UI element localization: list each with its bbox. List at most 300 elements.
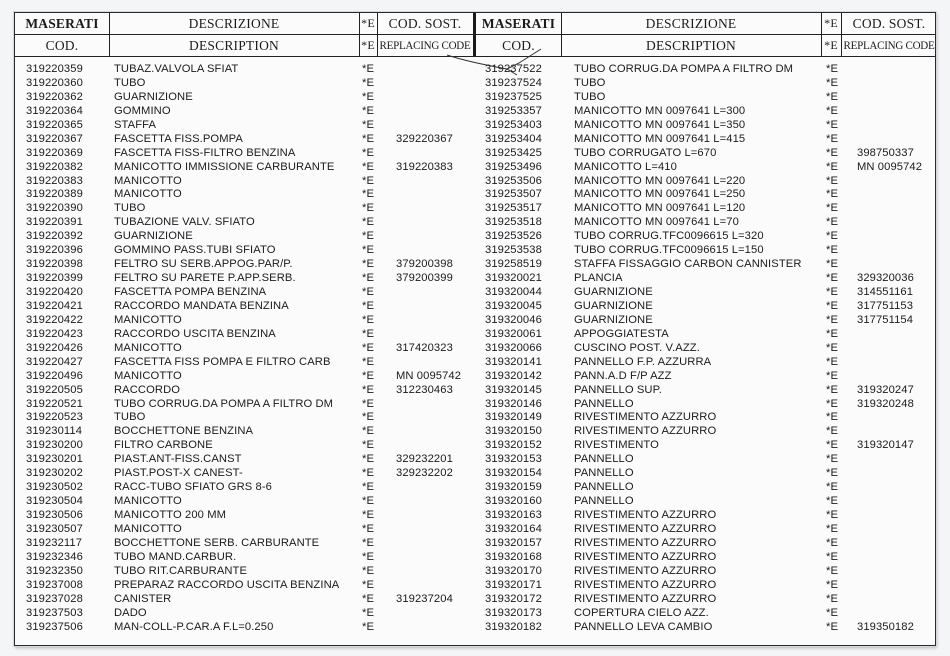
e-flag-cell: *E: [362, 606, 375, 619]
part-code-cell: 319320066: [485, 341, 542, 354]
header-description-left: DESCRIPTION: [189, 37, 279, 53]
part-description-cell: MANICOTTO: [114, 369, 182, 382]
part-description-cell: PANNELLO: [574, 397, 634, 410]
right-description-column: [574, 63, 820, 634]
part-code-cell: 319320171: [485, 578, 542, 591]
replacing-code-cell: [857, 91, 935, 105]
part-description-cell: GUARNIZIONE: [114, 230, 193, 243]
part-description-cell: COPERTURA CIELO AZZ.: [574, 606, 709, 619]
replacing-code-cell: [857, 565, 935, 579]
e-flag-cell: *E: [362, 244, 375, 257]
part-description-cell: GUARNIZIONE: [574, 313, 653, 326]
part-description-cell: BOCCHETTONE SERB. CARBURANTE: [114, 536, 320, 549]
part-description-cell: PANNELLO SUP.: [574, 383, 662, 396]
replacing-code-cell: 314551161: [857, 286, 914, 298]
part-description-cell: FASCETTA FISS.POMPA: [114, 132, 243, 145]
part-code-cell: 319237008: [26, 578, 83, 591]
part-description-cell: PANN.A.D F/P AZZ: [574, 369, 672, 382]
replacing-code-cell: [857, 188, 935, 202]
part-description-cell: TUBO: [114, 202, 146, 215]
part-description-cell: PANNELLO: [574, 453, 634, 466]
part-code-cell: 319220369: [26, 146, 83, 159]
part-code-cell: 319220383: [26, 174, 83, 187]
part-description-cell: MANICOTTO: [114, 174, 182, 187]
e-flag-cell: *E: [826, 146, 839, 159]
part-code-cell: 319230506: [26, 509, 83, 521]
part-code-cell: 319320061: [485, 327, 542, 340]
header-cod-sost-left: COD. SOST.: [388, 15, 462, 31]
header-e-left: *E: [361, 38, 375, 52]
e-flag-cell: *E: [362, 592, 375, 605]
e-flag-cell: *E: [826, 160, 839, 173]
e-flag-cell: *E: [362, 383, 375, 396]
part-description-cell: MANICOTTO 200 MM: [114, 509, 227, 521]
replacing-code-cell: [857, 258, 935, 272]
replacing-code-cell: [396, 105, 472, 119]
e-flag-cell: *E: [826, 383, 839, 396]
part-code-cell: 319237522: [485, 63, 542, 75]
e-flag-cell: *E: [826, 522, 839, 535]
e-flag-cell: *E: [826, 564, 839, 577]
e-flag-cell: *E: [362, 299, 375, 312]
part-description-cell: FASCETTA FISS-FILTRO BENZINA: [114, 146, 296, 159]
part-code-cell: 319232117: [26, 536, 83, 549]
part-code-cell: 319220362: [26, 90, 83, 103]
e-flag-cell: *E: [826, 369, 839, 382]
part-code-cell: 319320150: [485, 425, 542, 438]
replacing-code-cell: [396, 495, 472, 509]
part-code-cell: 319253517: [485, 202, 542, 215]
replacing-code-cell: [396, 523, 472, 537]
e-flag-cell: *E: [362, 481, 375, 494]
part-code-cell: 319230200: [26, 439, 83, 452]
e-flag-cell: *E: [362, 536, 375, 549]
part-code-cell: 319230502: [26, 481, 83, 494]
e-flag-cell: *E: [362, 564, 375, 577]
part-code-cell: 319320044: [485, 286, 542, 298]
part-description-cell: MAN-COLL-P.CAR.A F.L=0.250: [114, 620, 274, 633]
part-code-cell: 319253506: [485, 174, 542, 187]
part-code-cell: 319320172: [485, 592, 542, 605]
part-description-cell: RIVESTIMENTO: [574, 439, 659, 452]
replacing-code-cell: [396, 119, 472, 133]
part-description-cell: PANNELLO F.P. AZZURRA: [574, 355, 712, 368]
e-flag-cell: *E: [362, 397, 375, 410]
part-code-cell: 319320170: [485, 564, 542, 577]
part-code-cell: 319320168: [485, 550, 542, 563]
replacing-code-cell: [857, 77, 935, 91]
part-description-cell: FASCETTA FISS POMPA E FILTRO CARB: [114, 355, 331, 368]
e-flag-cell: *E: [362, 132, 375, 145]
e-flag-cell: *E: [362, 272, 375, 285]
part-code-cell: 319320182: [485, 620, 542, 633]
e-flag-cell: *E: [362, 355, 375, 368]
part-description-cell: TUBO RIT.CARBURANTE: [114, 564, 248, 577]
part-description-cell: MANICOTTO L=410: [574, 160, 677, 173]
part-description-cell: PIAST.ANT-FISS.CANST: [114, 453, 242, 466]
replacing-code-cell: [396, 77, 472, 91]
part-description-cell: MANICOTTO MN 0097641 L=300: [574, 104, 746, 117]
e-flag-cell: *E: [362, 230, 375, 243]
e-flag-cell: *E: [362, 202, 375, 215]
e-flag-cell: *E: [362, 341, 375, 354]
replacing-code-cell: [396, 175, 472, 189]
part-description-cell: RIVESTIMENTO AZZURRO: [574, 411, 717, 424]
part-code-cell: 319220523: [26, 411, 83, 424]
replacing-code-cell: [857, 509, 935, 523]
part-description-cell: TUBO: [574, 90, 606, 103]
e-flag-cell: *E: [362, 160, 375, 173]
part-description-cell: RIVESTIMENTO AZZURRO: [574, 564, 717, 577]
part-code-cell: 319320164: [485, 522, 542, 535]
part-code-cell: 319253403: [485, 118, 542, 131]
header-cod-sost-right: COD. SOST.: [852, 15, 926, 31]
replacing-code-cell: 319350182: [857, 620, 914, 633]
replacing-code-cell: 319220383: [396, 160, 453, 173]
e-flag-cell: *E: [826, 578, 839, 591]
header-e-right: *E: [824, 16, 838, 30]
part-description-cell: TUBO CORRUG.DA POMPA A FILTRO DM: [574, 63, 794, 75]
header-maker-right: MASERATI: [481, 15, 556, 31]
part-code-cell: 319220427: [26, 355, 83, 368]
replacing-code-cell: [857, 63, 935, 77]
replacing-code-cell: 317420323: [396, 341, 453, 354]
part-description-cell: RIVESTIMENTO AZZURRO: [574, 509, 717, 521]
e-flag-cell: *E: [826, 174, 839, 187]
part-description-cell: MANICOTTO: [114, 495, 182, 508]
part-description-cell: RIVESTIMENTO AZZURRO: [574, 550, 717, 563]
part-description-cell: TUBO CORRUG.TFC0096615 L=150: [574, 244, 764, 257]
part-description-cell: TUBAZ.VALVOLA SFIAT: [114, 63, 239, 75]
part-description-cell: MANICOTTO: [114, 188, 182, 201]
part-description-cell: MANICOTTO MN 0097641 L=220: [574, 174, 746, 187]
part-description-cell: PREPARAZ RACCORDO USCITA BENZINA: [114, 578, 340, 591]
part-description-cell: GUARNIZIONE: [574, 299, 653, 312]
e-flag-cell: *E: [362, 495, 375, 508]
header-e-left: *E: [361, 16, 375, 30]
header-code-left: COD.: [45, 37, 79, 53]
e-flag-cell: *E: [362, 578, 375, 591]
e-flag-cell: *E: [826, 592, 839, 605]
part-description-cell: RACCORDO USCITA BENZINA: [114, 327, 276, 340]
part-description-cell: MANICOTTO MN 0097641 L=70: [574, 216, 739, 229]
part-description-cell: TUBO: [114, 76, 146, 89]
e-flag-cell: *E: [826, 90, 839, 103]
replacing-code-cell: [857, 607, 935, 621]
e-flag-cell: *E: [826, 216, 839, 229]
e-flag-cell: *E: [362, 425, 375, 438]
part-description-cell: APPOGGIATESTA: [574, 327, 669, 340]
left-code-column: [26, 63, 109, 634]
parts-list-sheet: [14, 12, 936, 646]
replacing-code-cell: [396, 425, 472, 439]
replacing-code-cell: [396, 439, 472, 453]
part-code-cell: 319230507: [26, 522, 83, 535]
replacing-code-cell: [396, 509, 472, 523]
e-flag-cell: *E: [826, 411, 839, 424]
part-code-cell: 319253526: [485, 230, 542, 243]
replacing-code-cell: [857, 425, 935, 439]
part-code-cell: 319220365: [26, 118, 83, 131]
replacing-code-cell: [857, 370, 935, 384]
e-flag-cell: *E: [826, 439, 839, 452]
replacing-code-cell: [396, 216, 472, 230]
part-code-cell: 319320046: [485, 313, 542, 326]
part-description-cell: STAFFA: [114, 118, 157, 131]
e-flag-cell: *E: [362, 146, 375, 159]
part-code-cell: 319220422: [26, 313, 83, 326]
e-flag-cell: *E: [826, 606, 839, 619]
part-description-cell: MANICOTTO: [114, 313, 182, 326]
e-flag-cell: *E: [362, 258, 375, 271]
part-description-cell: RIVESTIMENTO AZZURRO: [574, 578, 717, 591]
e-flag-cell: *E: [362, 188, 375, 201]
replacing-code-cell: [857, 551, 935, 565]
right-e-column: [826, 63, 840, 634]
part-code-cell: 319320146: [485, 397, 542, 410]
e-flag-cell: *E: [362, 439, 375, 452]
part-code-cell: 319253357: [485, 104, 542, 117]
part-code-cell: 319220359: [26, 63, 83, 75]
part-description-cell: GUARNIZIONE: [114, 90, 193, 103]
e-flag-cell: *E: [826, 536, 839, 549]
replacing-code-cell: [857, 202, 935, 216]
part-code-cell: 319253538: [485, 244, 542, 257]
replacing-code-cell: [857, 495, 935, 509]
part-code-cell: 319237524: [485, 76, 542, 89]
left-description-column: [114, 63, 358, 634]
part-description-cell: TUBAZIONE VALV. SFIATO: [114, 216, 255, 229]
part-code-cell: 319220364: [26, 104, 83, 117]
part-code-cell: 319232346: [26, 550, 83, 563]
part-description-cell: PLANCIA: [574, 272, 623, 285]
replacing-code-cell: [857, 244, 935, 258]
header-replacing-code-left: REPLACING CODE: [379, 38, 471, 52]
replacing-code-cell: 317751153: [857, 299, 914, 312]
e-flag-cell: *E: [826, 327, 839, 340]
e-flag-cell: *E: [826, 286, 839, 298]
part-code-cell: 319320141: [485, 355, 542, 368]
replacing-code-cell: 319320147: [857, 439, 914, 452]
part-code-cell: 319253404: [485, 132, 542, 145]
replacing-code-cell: [396, 91, 472, 105]
replacing-code-cell: [396, 63, 472, 77]
part-code-cell: 319220382: [26, 160, 83, 173]
e-flag-cell: *E: [826, 397, 839, 410]
part-description-cell: PANNELLO: [574, 467, 634, 480]
part-code-cell: 319230114: [26, 425, 83, 438]
replacing-code-cell: [396, 565, 472, 579]
part-code-cell: 319253507: [485, 188, 542, 201]
part-code-cell: 319232350: [26, 564, 83, 577]
right-code-column: [485, 63, 561, 634]
replacing-code-cell: [396, 202, 472, 216]
e-flag-cell: *E: [362, 63, 375, 75]
e-flag-cell: *E: [362, 327, 375, 340]
part-description-cell: MANICOTTO MN 0097641 L=250: [574, 188, 746, 201]
part-description-cell: CUSCINO POST. V.AZZ.: [574, 341, 700, 354]
part-description-cell: STAFFA FISSAGGIO CARBON CANNISTER: [574, 258, 802, 271]
e-flag-cell: *E: [362, 620, 375, 633]
e-flag-cell: *E: [826, 509, 839, 521]
part-description-cell: PANNELLO LEVA CAMBIO: [574, 620, 713, 633]
part-description-cell: FILTRO CARBONE: [114, 439, 213, 452]
part-description-cell: TUBO CORRUGATO L=670: [574, 146, 717, 159]
e-flag-cell: *E: [826, 188, 839, 201]
part-code-cell: 319237525: [485, 90, 542, 103]
part-code-cell: 319220390: [26, 202, 83, 215]
part-code-cell: 319320153: [485, 453, 542, 466]
replacing-code-cell: [396, 579, 472, 593]
replacing-code-cell: [396, 244, 472, 258]
part-code-cell: 319320045: [485, 299, 542, 312]
part-code-cell: 319320149: [485, 411, 542, 424]
e-flag-cell: *E: [826, 550, 839, 563]
e-flag-cell: *E: [362, 118, 375, 131]
replacing-code-cell: [396, 356, 472, 370]
e-flag-cell: *E: [826, 355, 839, 368]
header-e-right: *E: [824, 38, 838, 52]
replacing-code-cell: [857, 579, 935, 593]
part-code-cell: 319220420: [26, 286, 83, 298]
header-descrizione-right: DESCRIZIONE: [645, 15, 737, 31]
part-code-cell: 319320163: [485, 509, 542, 521]
part-description-cell: MANICOTTO: [114, 522, 182, 535]
e-flag-cell: *E: [826, 620, 839, 633]
replacing-code-cell: [857, 133, 935, 147]
e-flag-cell: *E: [362, 411, 375, 424]
replacing-code-cell: [396, 398, 472, 412]
part-code-cell: 319320145: [485, 383, 542, 396]
part-description-cell: RIVESTIMENTO AZZURRO: [574, 522, 717, 535]
e-flag-cell: *E: [362, 453, 375, 466]
replacing-code-cell: [396, 230, 472, 244]
e-flag-cell: *E: [826, 118, 839, 131]
replacing-code-cell: [857, 119, 935, 133]
part-code-cell: 319220392: [26, 230, 83, 243]
part-description-cell: FELTRO SU PARETE P.APP.SERB.: [114, 272, 296, 285]
replacing-code-cell: 329232202: [396, 467, 453, 480]
replacing-code-cell: [396, 286, 472, 300]
replacing-code-cell: [857, 593, 935, 607]
replacing-code-cell: [857, 356, 935, 370]
replacing-code-cell: 398750337: [857, 146, 914, 159]
part-code-cell: 319230201: [26, 453, 83, 466]
replacing-code-cell: [857, 537, 935, 551]
part-description-cell: TUBO: [114, 411, 146, 424]
e-flag-cell: *E: [826, 272, 839, 285]
e-flag-cell: *E: [362, 550, 375, 563]
part-description-cell: TUBO CORRUG.DA POMPA A FILTRO DM: [114, 397, 334, 410]
part-code-cell: 319230202: [26, 467, 83, 480]
part-code-cell: 319320173: [485, 606, 542, 619]
e-flag-cell: *E: [362, 522, 375, 535]
part-code-cell: 319320152: [485, 439, 542, 452]
header-replacing-code-right: REPLACING CODE: [843, 38, 935, 52]
replacing-code-cell: 379200399: [396, 272, 453, 285]
replacing-code-cell: [857, 216, 935, 230]
part-code-cell: 319220391: [26, 216, 83, 229]
e-flag-cell: *E: [826, 230, 839, 243]
part-code-cell: 319320157: [485, 536, 542, 549]
part-code-cell: 319237028: [26, 592, 83, 605]
part-code-cell: 319220398: [26, 258, 83, 271]
e-flag-cell: *E: [826, 258, 839, 271]
part-description-cell: MANICOTTO: [114, 341, 182, 354]
part-code-cell: 319237503: [26, 606, 83, 619]
part-description-cell: RIVESTIMENTO AZZURRO: [574, 425, 717, 438]
e-flag-cell: *E: [826, 132, 839, 145]
replacing-code-cell: MN 0095742: [396, 369, 462, 382]
part-description-cell: FELTRO SU SERB.APPOG.PAR/P.: [114, 258, 293, 271]
replacing-code-cell: 312230463: [396, 383, 453, 396]
replacing-code-cell: [857, 411, 935, 425]
replacing-code-cell: [396, 621, 472, 635]
replacing-code-cell: [396, 147, 472, 161]
replacing-code-cell: MN 0095742: [857, 160, 923, 173]
part-code-cell: 319253518: [485, 216, 542, 229]
part-code-cell: 319320142: [485, 369, 542, 382]
header-description-right: DESCRIPTION: [646, 37, 736, 53]
replacing-code-cell: [396, 328, 472, 342]
e-flag-cell: *E: [362, 467, 375, 480]
part-description-cell: DADO: [114, 606, 147, 619]
part-description-cell: GOMMINO: [114, 104, 171, 117]
replacing-code-cell: [396, 481, 472, 495]
replacing-code-cell: [857, 453, 935, 467]
part-description-cell: FASCETTA POMPA BENZINA: [114, 286, 267, 298]
replacing-code-cell: [396, 537, 472, 551]
part-code-cell: 319220389: [26, 188, 83, 201]
left-e-column: [362, 63, 376, 634]
part-description-cell: PANNELLO: [574, 481, 634, 494]
part-code-cell: 319237506: [26, 620, 83, 633]
replacing-code-cell: [396, 607, 472, 621]
part-description-cell: PANNELLO: [574, 495, 634, 508]
e-flag-cell: *E: [826, 104, 839, 117]
part-code-cell: 319220421: [26, 299, 83, 312]
part-code-cell: 319320021: [485, 272, 542, 285]
part-description-cell: MANICOTTO MN 0097641 L=415: [574, 132, 746, 145]
replacing-code-cell: [857, 342, 935, 356]
e-flag-cell: *E: [826, 467, 839, 480]
replacing-code-cell: [396, 551, 472, 565]
part-code-cell: 319253496: [485, 160, 542, 173]
part-description-cell: MANICOTTO MN 0097641 L=350: [574, 118, 746, 131]
header-descrizione-left: DESCRIZIONE: [188, 15, 280, 31]
part-description-cell: TUBO: [574, 76, 606, 89]
replacing-code-cell: [857, 523, 935, 537]
e-flag-cell: *E: [826, 425, 839, 438]
part-code-cell: 319220367: [26, 132, 83, 145]
e-flag-cell: *E: [826, 76, 839, 89]
replacing-code-cell: 317751154: [857, 313, 914, 326]
part-code-cell: 319253425: [485, 146, 542, 159]
replacing-code-cell: 319320247: [857, 383, 914, 396]
replacing-code-cell: [857, 467, 935, 481]
e-flag-cell: *E: [826, 299, 839, 312]
part-code-cell: 319220396: [26, 244, 83, 257]
part-description-cell: MANICOTTO IMMISSIONE CARBURANTE: [114, 160, 335, 173]
replacing-code-cell: [396, 411, 472, 425]
part-description-cell: TUBO MAND.CARBUR.: [114, 550, 237, 563]
e-flag-cell: *E: [826, 495, 839, 508]
part-code-cell: 319258519: [485, 258, 542, 271]
replacing-code-cell: 329232201: [396, 453, 453, 466]
part-description-cell: CANISTER: [114, 592, 172, 605]
left-replacing-code-column: [396, 63, 472, 634]
replacing-code-cell: 329220367: [396, 132, 453, 145]
